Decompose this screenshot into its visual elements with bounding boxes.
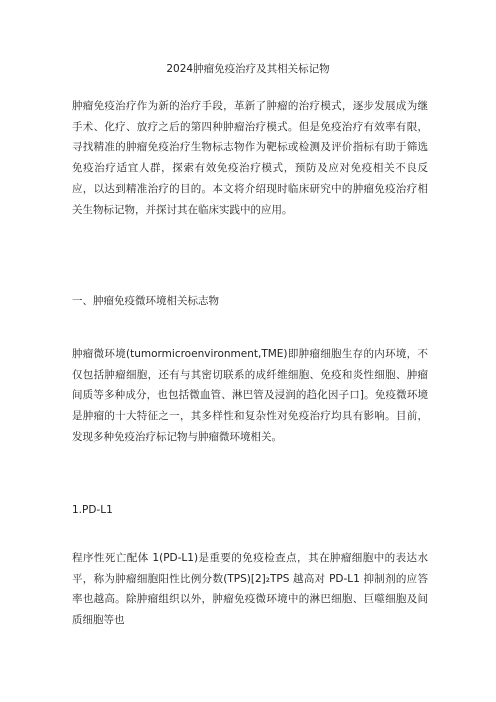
- intro-paragraph: 肿瘤免疫治疗作为新的治疗手段，革新了肿瘤的治疗模式，逐步发展成为继手术、化疗、放疗之后的第四种肿瘤治疗模式。但是免疫治疗有效率有限，寻找精准的肿瘤免疫治疗生物标志物作为靶标或检测及评价指标有助于筛选免疫治疗适宜人群，探索有效免疫治疗模式，预防及应对免疫相关不良反应，以达到精准治疗的目的。本文将介绍现时临床研究中的肿瘤免疫治疗相关生物标记物，并探讨其在临床实践中的应用。: [72, 100, 428, 216]
- document-title: 2024肿瘤免疫治疗及其相关标记物: [166, 63, 330, 75]
- section-heading-tme: 一、肿瘤免疫微环境相关标志物: [72, 295, 219, 307]
- subsection-heading-pdl1: 1.PD-L1: [72, 504, 113, 516]
- subsection-paragraph-pdl1: 程序性死亡配体 1(PD-L1)是重要的免疫检查点，其在肿瘤细胞中的表达水平，称为肿瘤细胞阳性比例分数(TPS)[2]₂TPS 越高对 PD-L1 抑制剂的应答率也越高。除肿瘤组织以外，肿瘤免疫微环境中的淋巴细胞、巨噬细胞及间质细胞等也: [72, 552, 428, 627]
- section-paragraph-tme: 肿瘤微环境(tumormicroenvironment,TME)即肿瘤细胞生存的内环境，不仅包括肿瘤细胞，还有与其密切联系的成纤维细胞、免疫和炎性细胞、肿瘤间质等多种成分，也包括微血管、淋巴管及浸润的趋化因子口]。免疫微环境是肿瘤的十大特征之一，其多样性和复杂性对免疫治疗均具有影响。目前，发现多种免疫治疗标记物与肿瘤微环境相关。: [72, 348, 428, 443]
